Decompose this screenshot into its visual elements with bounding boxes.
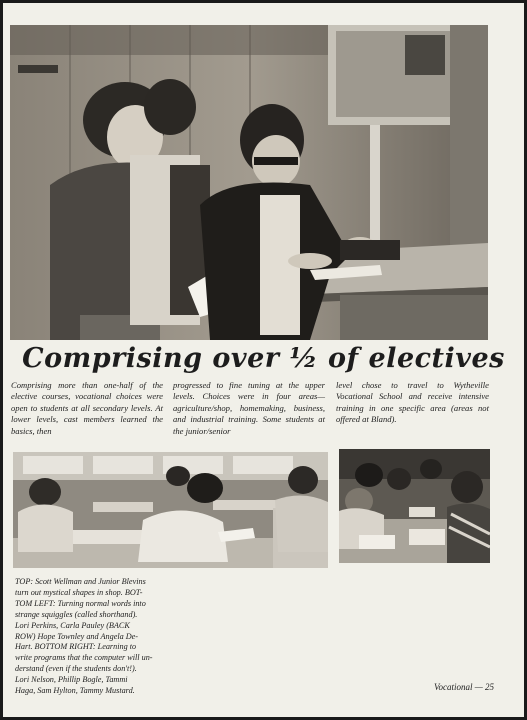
- caption-line: derstand (even if the students don't!).: [15, 664, 137, 674]
- body-text-column-1: Comprising more than one-half of the elective courses, vocational choices were open to students at all secondary levels. At lower levels, cast members learned the basics, then: [11, 380, 163, 436]
- folio-page-number: 25: [485, 682, 494, 692]
- caption-line: Lori Nelson, Phillip Bogle, Tammi: [15, 675, 128, 685]
- body-text-column-2: progressed to fine tuning at the upper levels. Choices were in four areas—agriculture/shop, homemaking, business, and industrial training. Some students at the junior/senior: [173, 380, 325, 436]
- bottom-right-photo-computer-class: [339, 449, 490, 563]
- caption-line: turn out mystical shapes in shop. BOT-: [15, 587, 143, 597]
- folio-separator: —: [474, 682, 483, 692]
- body-text-column-3: level chose to travel to Wytheville Vocational School and receive intensive training in one specific area (areas not offered at Bland).: [336, 380, 489, 425]
- bottom-left-photo-shorthand-class: [13, 452, 328, 568]
- page-folio: [434, 682, 494, 692]
- caption-line: Hart. BOTTOM RIGHT: Learning to: [15, 642, 137, 652]
- caption-line: TOM LEFT: Turning normal words into: [15, 598, 146, 608]
- photo-caption: [15, 577, 173, 697]
- caption-line: strange squiggles (called shorthand).: [15, 609, 138, 619]
- bottom-right-photo-graphic: [339, 449, 490, 563]
- yearbook-page: [3, 3, 524, 717]
- bottom-left-photo-graphic: [13, 452, 328, 568]
- top-photo-shop-class: [10, 25, 488, 340]
- top-photo-graphic: [10, 25, 488, 340]
- folio-section: Vocational: [433, 682, 473, 692]
- caption-line: write programs that the computer will un-: [15, 653, 153, 663]
- caption-line: TOP: Scott Wellman and Junior Blevins: [15, 577, 146, 586]
- caption-line: Lori Perkins, Carla Pauley (BACK: [15, 620, 130, 630]
- caption-line: Haga, Sam Hylton, Tammy Mustard.: [15, 686, 135, 696]
- page-headline: Comprising over ½ of electives: [22, 343, 505, 374]
- caption-line: ROW) Hope Townley and Angela De-: [15, 631, 139, 641]
